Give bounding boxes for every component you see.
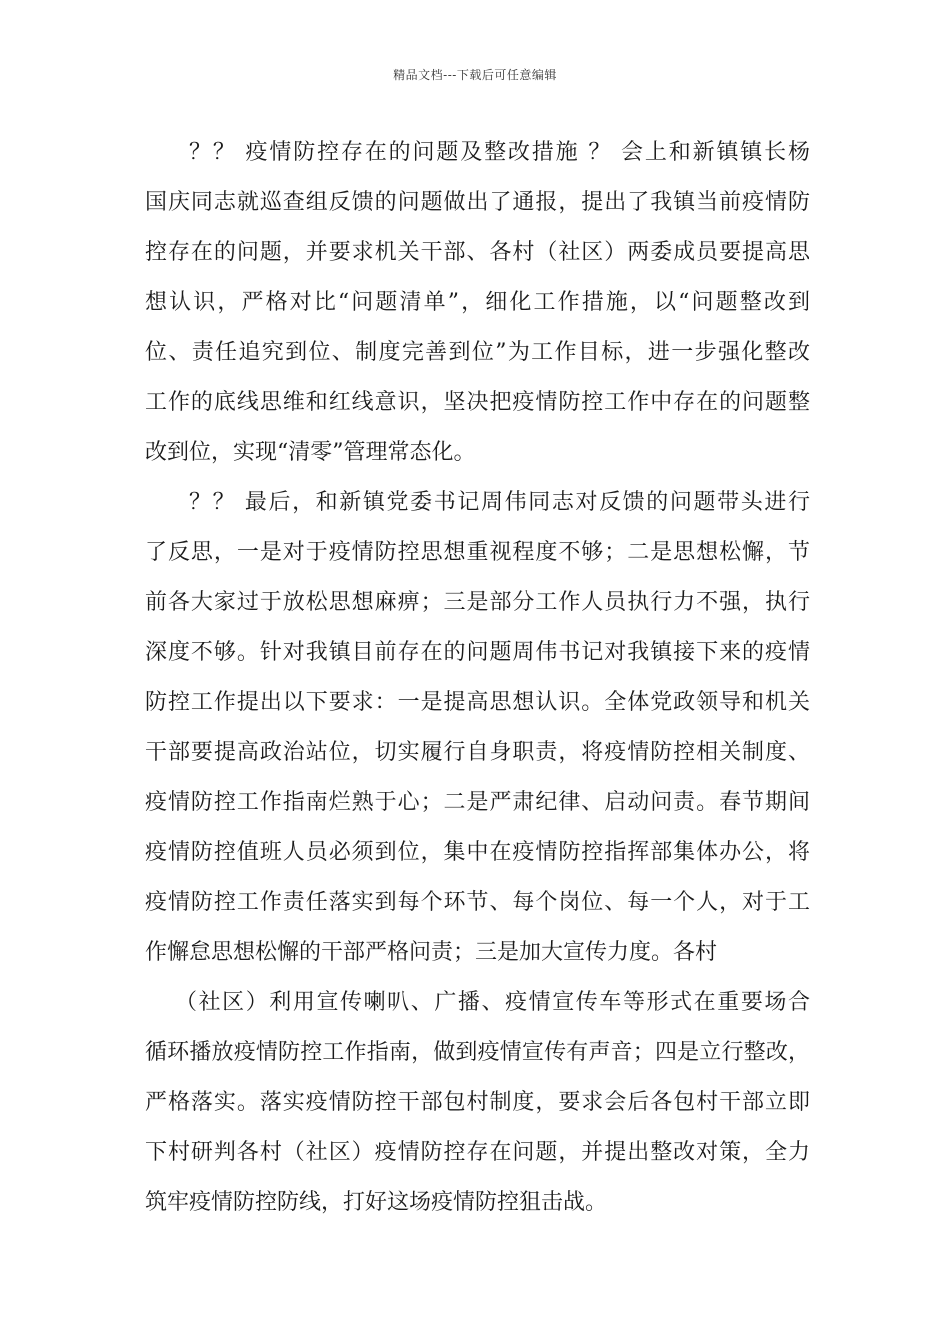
- text-line: ？？ 疫情防控存在的问题及整改措施 ？ 会上和新镇镇长杨: [189, 140, 810, 165]
- text-line: 工作的底线思维和红线意识，坚决把疫情防控工作中存在的问题整: [145, 390, 810, 415]
- paragraph-2: [145, 478, 810, 978]
- text-line: 循环播放疫情防控工作指南，做到疫情宣传有声音；四是立行整改，: [145, 1040, 810, 1065]
- text-line: 了反思，一是对于疫情防控思想重视程度不够；二是思想松懈，节: [145, 540, 810, 565]
- text-line: （社区）利用宣传喇叭、广播、疫情宣传车等形式在重要场合: [175, 990, 810, 1015]
- paragraph-1: [145, 128, 810, 478]
- text-line: 深度不够。针对我镇目前存在的问题周伟书记对我镇接下来的疫情: [145, 640, 810, 665]
- text-line: 位、责任追究到位、制度完善到位”为工作目标，进一步强化整改: [145, 340, 810, 365]
- text-line: 疫情防控值班人员必须到位，集中在疫情防控指挥部集体办公，将: [145, 840, 810, 865]
- text-line: 防控工作提出以下要求：一是提高思想认识。全体党政领导和机关: [145, 690, 810, 715]
- text-line: 控存在的问题，并要求机关干部、各村（社区）两委成员要提高思: [145, 240, 810, 265]
- text-line: 筑牢疫情防控防线，打好这场疫情防控狙击战。: [145, 1190, 608, 1215]
- page-header: 精品文档---下载后可任意编辑: [393, 68, 557, 82]
- text-line: 严格落实。落实疫情防控干部包村制度，要求会后各包村干部立即: [145, 1090, 810, 1115]
- text-line: 作懈怠思想松懈的干部严格问责；三是加大宣传力度。各村: [145, 940, 718, 965]
- text-line: 国庆同志就巡查组反馈的问题做出了通报，提出了我镇当前疫情防: [145, 190, 810, 215]
- text-line: ？？ 最后，和新镇党委书记周伟同志对反馈的问题带头进行: [189, 490, 810, 515]
- text-line: 想认识，严格对比“问题清单”，细化工作措施，以“问题整改到: [145, 290, 810, 315]
- document-body: [145, 128, 810, 1228]
- paragraph-3: [145, 978, 810, 1228]
- text-line: 疫情防控工作指南烂熟于心；二是严肃纪律、启动问责。春节期间: [145, 790, 810, 815]
- text-line: 前各大家过于放松思想麻痹；三是部分工作人员执行力不强，执行: [145, 590, 810, 615]
- text-line: 改到位，实现“清零”管理常态化。: [145, 440, 476, 465]
- text-line: 干部要提高政治站位，切实履行自身职责，将疫情防控相关制度、: [145, 740, 810, 765]
- text-line: 疫情防控工作责任落实到每个环节、每个岗位、每一个人，对于工: [145, 890, 810, 915]
- text-line: 下村研判各村（社区）疫情防控存在问题，并提出整改对策，全力: [145, 1140, 810, 1165]
